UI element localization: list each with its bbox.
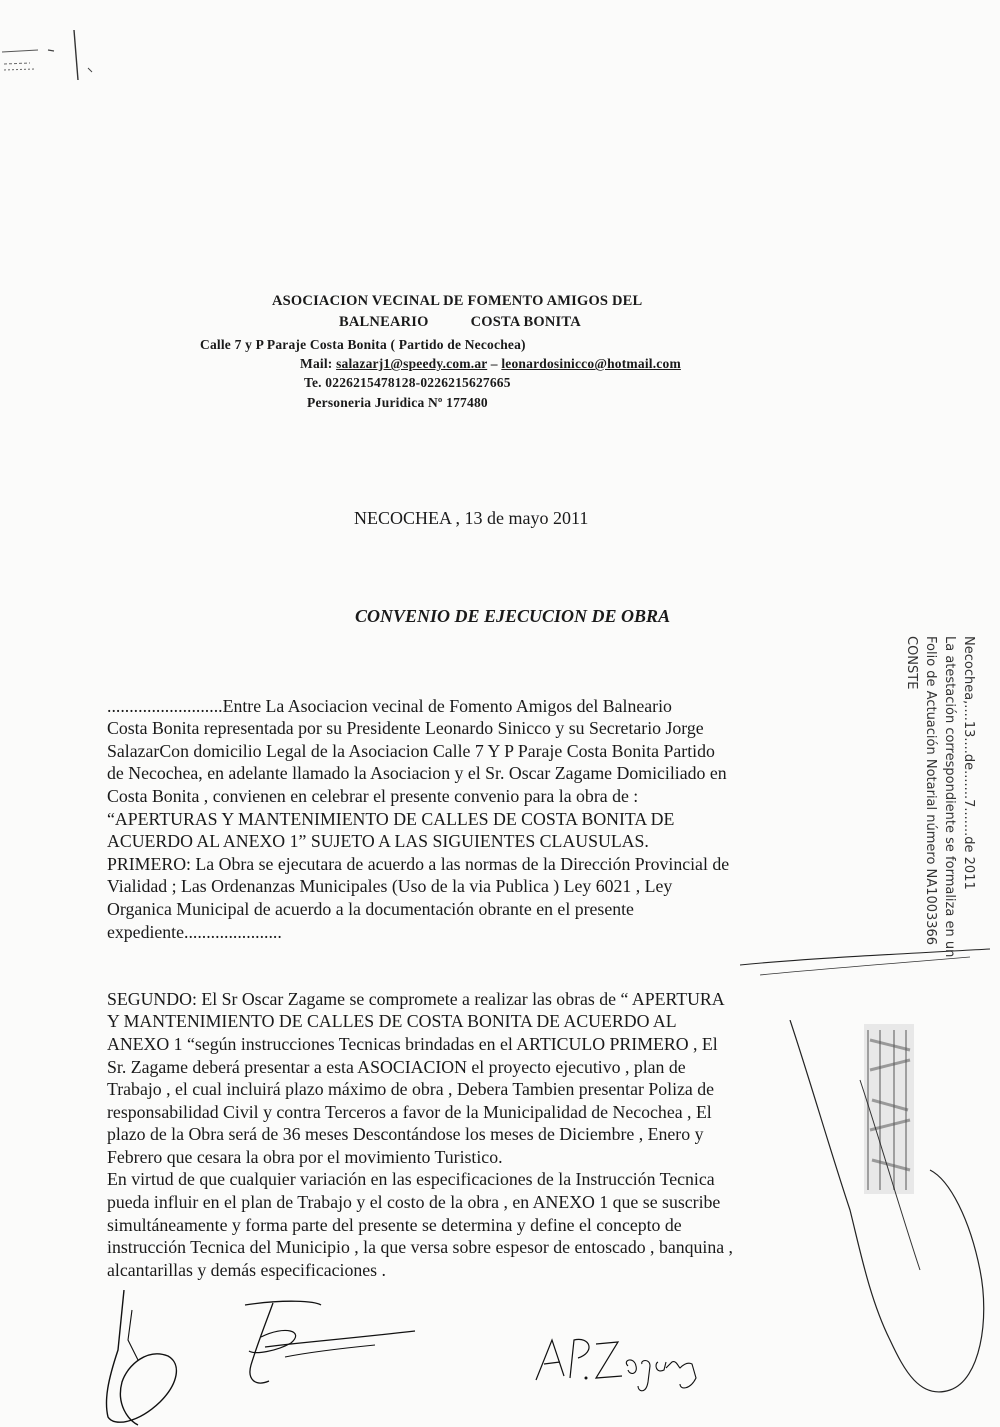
notary-stamp-line2: La atestación correspondiente se formaliza en un — [942, 636, 957, 958]
signature-5-icon — [740, 935, 1000, 995]
association-name-balneario: BALNEARIO — [339, 314, 429, 330]
notary-stamp-line3: Folio de Actuación Notarial número NA1003366 — [923, 636, 938, 946]
signature-4-icon — [690, 1020, 1000, 1410]
signature-1-icon — [98, 1290, 208, 1427]
association-personeria: Personeria Juridica Nº 177480 — [307, 395, 488, 410]
association-address: Calle 7 y P Paraje Costa Bonita ( Partido de Necochea) — [200, 337, 526, 352]
mail-label: Mail: — [300, 356, 337, 371]
signature-2-icon — [225, 1295, 425, 1395]
association-name-line2 — [339, 314, 581, 331]
mail-address-1[interactable]: salazarj1@speedy.com.ar — [336, 356, 488, 371]
document-title: CONVENIO DE EJECUCION DE OBRA — [355, 606, 671, 626]
corner-pen-mark — [0, 20, 100, 100]
association-name-costa-bonita: COSTA BONITA — [470, 314, 581, 330]
association-mail — [300, 356, 681, 372]
mail-separator: – — [487, 356, 502, 371]
notary-certification-stamp — [860, 636, 978, 972]
city-date: NECOCHEA , 13 de mayo 2011 — [354, 508, 589, 528]
notary-stamp-line4: CONSTE — [904, 636, 919, 690]
paragraph-segundo: SEGUNDO: El Sr Oscar Zagame se compromete a realizar las obras de “ APERTURA Y MANTENIMIENTO DE CALLES DE COSTA BONITA DE ACUERDO AL ANEXO 1 “según instrucciones Tecnicas brindadas en el ARTICULO PRIMERO , El Sr. Zagame deberá presentar a esta ASOCIACION el proyecto ejecutivo , plan de Trabajo , el cual incluirá plazo máximo de obra , Debera Tambien presentar Poliza de responsabilidad Civil y contra Terceros a favor de la Municipalidad de Necochea , El plazo de la Obra será de 36 meses Descontándose los meses de Diciembre , Enero y Febrero que cesara la obra por el movimiento Turistico. En virtud de que cualquier variación en las especificaciones de la Instrucción Tecnica pueda influir en el plan de Trabajo y el costo de la obra , en ANEXO 1 que se suscribe simultáneamente y forma parte del presente se determina y define el concepto de instrucción Tecnica del Municipio , la que versa sobre espesor de entoscado , banquina , alcantarillas y demás especificaciones . — [107, 988, 734, 1280]
association-name-line1: ASOCIACION VECINAL DE FOMENTO AMIGOS DEL — [272, 293, 643, 309]
notary-stamp-line1: Necochea,....13....de.......7.......de 2011 — [961, 636, 976, 890]
association-phones: Te. 0226215478128-0226215627665 — [304, 375, 511, 390]
paragraph-entre-primero: ..........................Entre La Asociacion vecinal de Fomento Amigos del Balneario Costa Bonita representada por su Presidente Leonardo Sinicco y su Secretario Jorge SalazarCon domicilio Legal de la Asociacion Calle 7 Y P Paraje Costa Bonita Partido de Necochea, en adelante llamado la Asociacion y el Sr. Oscar Zagame Domiciliado en Costa Bonita , convienen en celebrar el presente convenio para la obra de : “APERTURAS Y MANTENIMIENTO DE CALLES DE COSTA BONITA DE ACUERDO AL ANEXO 1” SUJETO A LAS SIGUIENTES CLAUSULAS. PRIMERO: La Obra se ejecutara de acuerdo a las normas de la Dirección Provincial de Vialidad ; Las Ordenanzas Municipales (Uso de la via Publica ) Ley 6021 , Ley Organica Municipal de acuerdo a la documentación obrante en el presente expediente...................... — [107, 695, 730, 942]
mail-address-2[interactable]: leonardosinicco@hotmail.com — [501, 356, 681, 371]
